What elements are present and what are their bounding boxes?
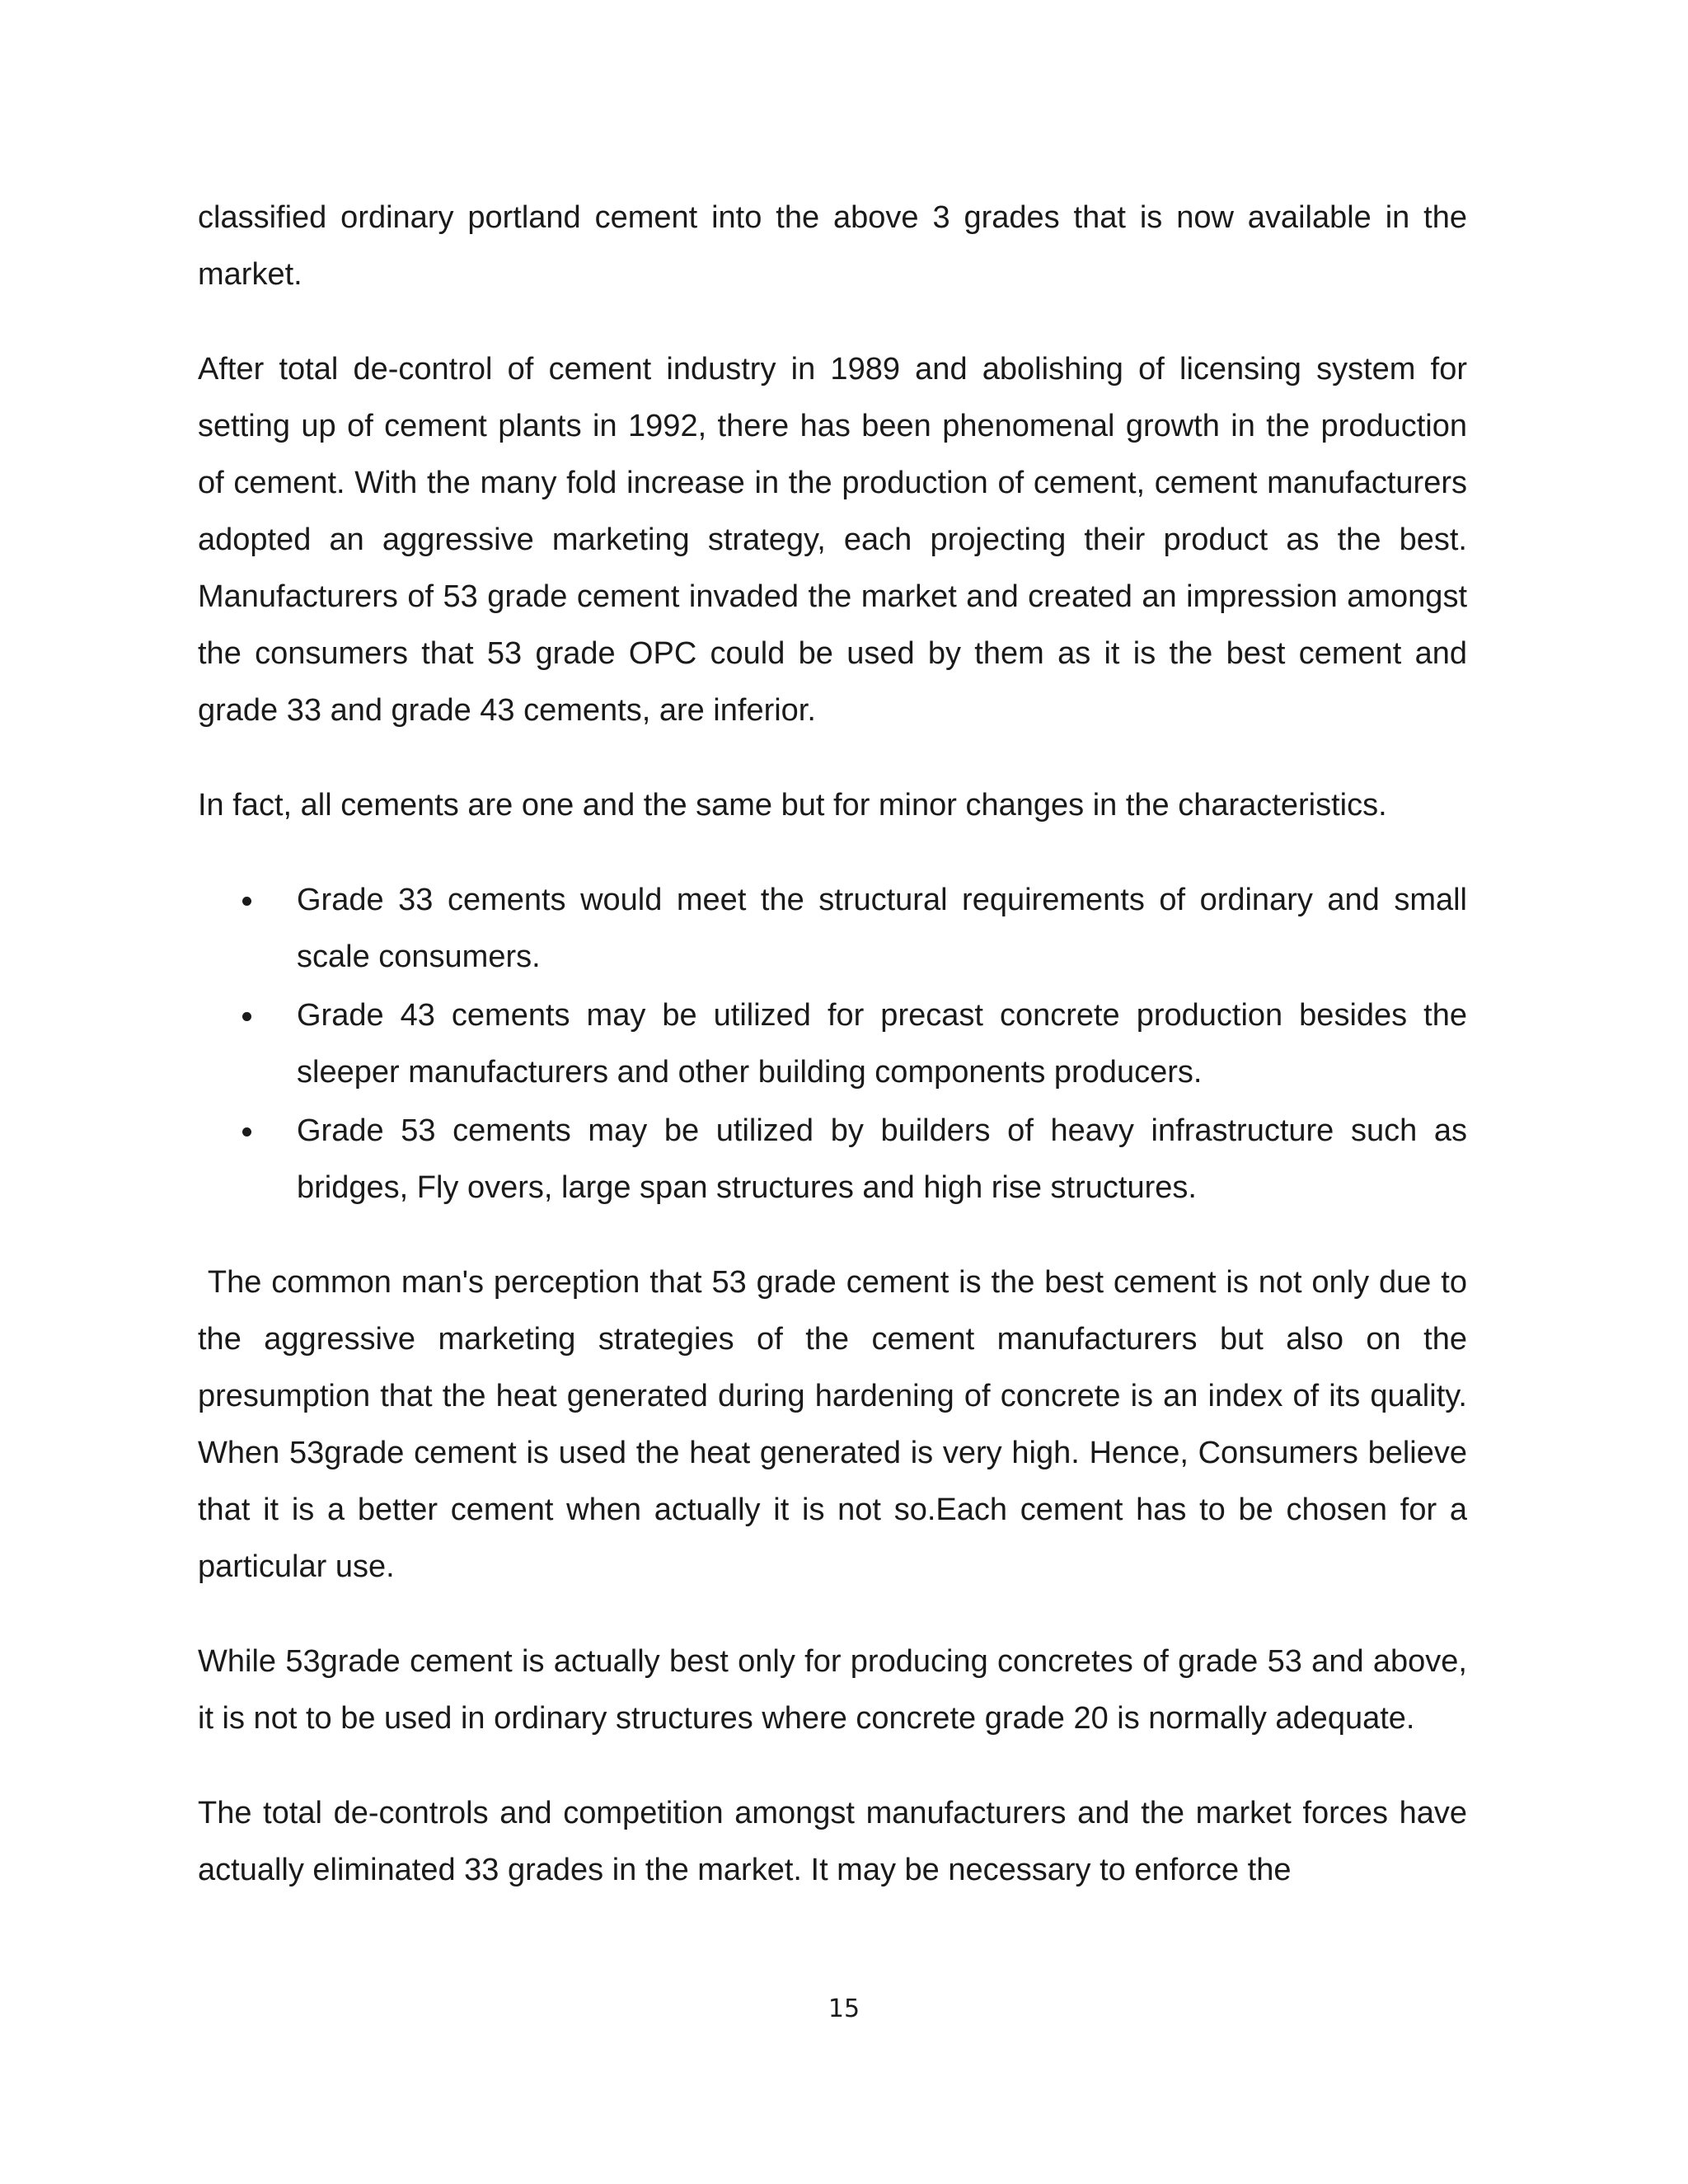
paragraph-decontrol: After total de-control of cement industry in 1989 and abolishing of licensing system for setting up of cement plants in 1992, there has been phenomenal growth in the production of cement. With the many fold increase in the production of cement, cement manufacturers adopted an aggressive marketing strategy, each projecting their product as the best. Manufacturers of 53 grade cement invaded the market and created an impression amongst the consumers that 53 grade OPC could be used by them as it is the best cement and grade 33 and grade 43 cements, are inferior. — [198, 352, 1467, 728]
grade-bullet-list — [198, 872, 1467, 1216]
paragraph-intro: classified ordinary portland cement into the above 3 grades that is now available in the market. — [198, 200, 1467, 292]
paragraph-decontrols: The total de-controls and competition amongst manufacturers and the market forces have actually eliminated 33 grades in the market. It may be necessary to enforce the — [198, 1796, 1467, 1887]
paragraph-perception: The common man's perception that 53 grade cement is the best cement is not only due to the aggressive marketing strategies of the cement manufacturers but also on the presumption that the heat generated during hardening of concrete is an index of its quality. When 53grade cement is used the heat generated is very high. Hence, Consumers believe that it is a better cement when actually it is not so.Each cement has to be chosen for a particular use. — [198, 1265, 1467, 1584]
bullet-icon — [242, 1127, 251, 1137]
bullet-icon — [242, 897, 251, 906]
bullet-text: Grade 43 cements may be utilized for precast concrete production besides the sleeper manufacturers and other building components producers. — [297, 998, 1467, 1090]
bullet-grade-53 — [198, 1103, 1467, 1216]
paragraph-53grade-use: While 53grade cement is actually best only for producing concretes of grade 53 and above, it is not to be used in ordinary structures where concrete grade 20 is normally adequate. — [198, 1644, 1467, 1736]
paragraph-all-cements: In fact, all cements are one and the same but for minor changes in the characteristics. — [198, 788, 1387, 823]
page-number: 15 — [828, 1994, 860, 2023]
bullet-text: Grade 53 cements may be utilized by builders of heavy infrastructure such as bridges, Fly overs, large span structures and high rise structures. — [297, 1113, 1467, 1205]
bullet-grade-33 — [198, 872, 1467, 986]
document-page — [198, 190, 1467, 1937]
bullet-icon — [242, 1012, 251, 1021]
bullet-text: Grade 33 cements would meet the structural requirements of ordinary and small scale consumers. — [297, 883, 1467, 974]
bullet-grade-43 — [198, 987, 1467, 1101]
